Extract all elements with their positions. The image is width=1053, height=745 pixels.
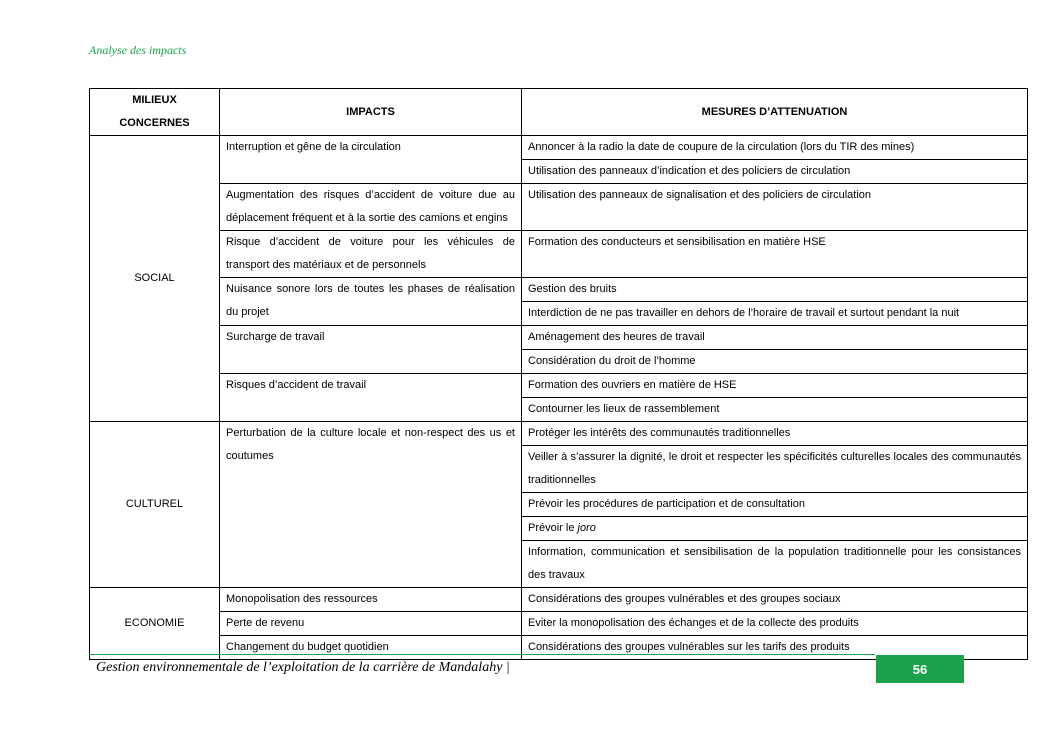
table-row [90, 374, 1028, 398]
table-row [90, 136, 1028, 160]
table-row [90, 588, 1028, 612]
mesure-cell: Veiller à s’assurer la dignité, le droit et respecter les spécificités culturelles locales des communautés traditionnelles [522, 446, 1028, 493]
impact-cell: Monopolisation des ressources [220, 588, 522, 612]
table-row [90, 184, 1028, 231]
impacts-table [89, 88, 1028, 660]
mesure-cell: Considération du droit de l’homme [522, 350, 1028, 374]
mesure-cell: Utilisation des panneaux d’indication et des policiers de circulation [522, 160, 1028, 184]
table-row [90, 231, 1028, 278]
page-number: 56 [876, 655, 964, 683]
milieu-cell-economie: ECONOMIE [90, 588, 220, 660]
impact-cell: Interruption et gêne de la circulation [220, 136, 522, 184]
mesure-cell: Gestion des bruits [522, 278, 1028, 302]
table-header-row [90, 89, 1028, 136]
col-header-mesures: MESURES D’ATTENUATION [522, 89, 1028, 136]
impact-cell: Perturbation de la culture locale et non-respect des us et coutumes [220, 422, 522, 588]
milieu-cell-culturel: CULTUREL [90, 422, 220, 588]
mesure-cell: Protéger les intérêts des communautés traditionnelles [522, 422, 1028, 446]
mesure-cell: Considérations des groupes vulnérables et des groupes sociaux [522, 588, 1028, 612]
joro-term: joro [577, 522, 596, 534]
impact-cell: Changement du budget quotidien [220, 636, 522, 660]
mesure-cell: Contourner les lieux de rassemblement [522, 398, 1028, 422]
footer-divider [89, 654, 875, 655]
table-row [90, 612, 1028, 636]
col-header-impacts: IMPACTS [220, 89, 522, 136]
impact-cell: Perte de revenu [220, 612, 522, 636]
mesure-cell: Formation des ouvriers en matière de HSE [522, 374, 1028, 398]
mesure-cell [522, 517, 1028, 541]
impact-cell: Risques d’accident de travail [220, 374, 522, 422]
mesure-text: Prévoir le [528, 522, 578, 534]
mesure-cell: Considérations des groupes vulnérables sur les tarifs des produits [522, 636, 1028, 660]
mesure-cell: Formation des conducteurs et sensibilisation en matière HSE [522, 231, 1028, 278]
mesure-cell: Information, communication et sensibilisation de la population traditionnelle pour les consistances des travaux [522, 541, 1028, 588]
mesure-cell: Interdiction de ne pas travailler en dehors de l’horaire de travail et surtout pendant la nuit [522, 302, 1028, 326]
running-header: Analyse des impacts [89, 43, 187, 57]
footer-text: Gestion environnementale de l’exploitation de la carrière de Mandalahy | [96, 660, 510, 675]
table-row [90, 422, 1028, 446]
impact-cell: Nuisance sonore lors de toutes les phases de réalisation du projet [220, 278, 522, 326]
mesure-cell: Eviter la monopolisation des échanges et de la collecte des produits [522, 612, 1028, 636]
mesure-cell: Aménagement des heures de travail [522, 326, 1028, 350]
impact-cell: Risque d’accident de voiture pour les véhicules de transport des matériaux et de personnels [220, 231, 522, 278]
table-row [90, 278, 1028, 302]
mesure-cell: Utilisation des panneaux de signalisation et des policiers de circulation [522, 184, 1028, 231]
col-header-milieux: MILIEUX CONCERNES [90, 89, 220, 136]
impact-cell: Surcharge de travail [220, 326, 522, 374]
mesure-cell: Annoncer à la radio la date de coupure de la circulation (lors du TIR des mines) [522, 136, 1028, 160]
milieu-cell-social: SOCIAL [90, 136, 220, 422]
mesure-cell: Prévoir les procédures de participation et de consultation [522, 493, 1028, 517]
table-row [90, 326, 1028, 350]
impact-cell: Augmentation des risques d’accident de voiture due au déplacement fréquent et à la sortie des camions et engins [220, 184, 522, 231]
